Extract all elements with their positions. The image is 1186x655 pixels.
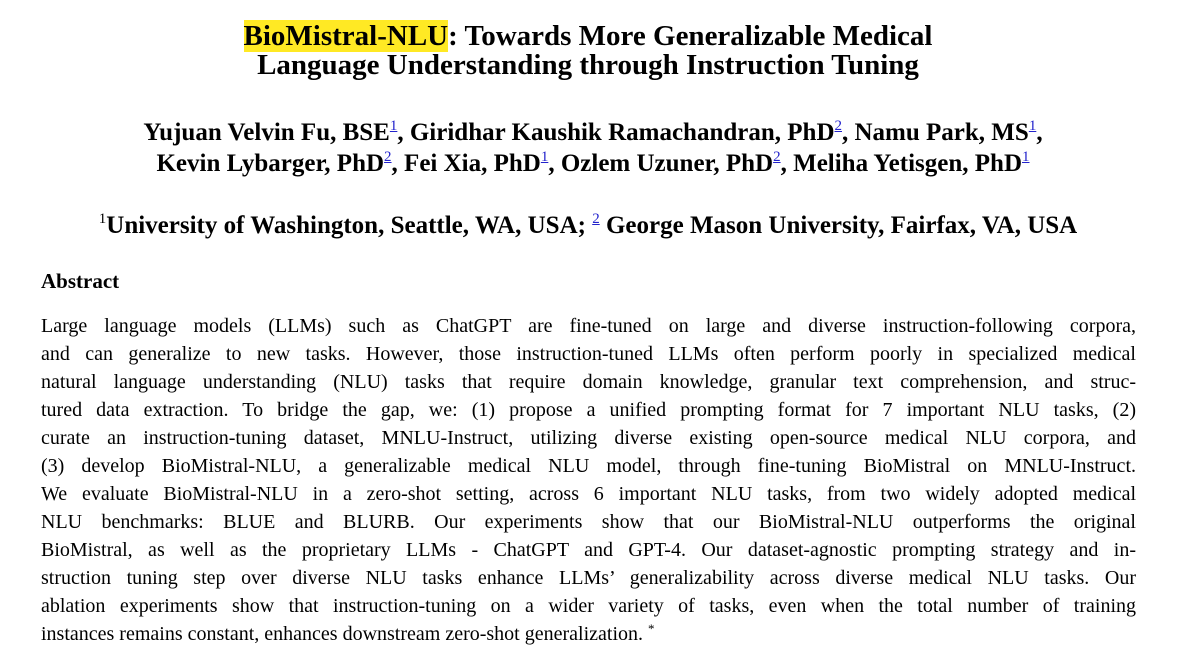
affiliations — [0, 210, 1176, 241]
author-separator: , — [391, 150, 405, 177]
abstract-line: (3) develop BioMistral-NLU, a generalizable medical NLU model, through fine-tuning BioMistral on MNLU-Instruct. — [41, 455, 1136, 477]
title-line1-rest: : Towards More Generalizable Medical — [448, 20, 933, 52]
author-name: Meliha Yetisgen, PhD — [793, 150, 1023, 177]
affiliation-gmu: George Mason University, Fairfax, VA, USA — [599, 212, 1078, 239]
affiliation-link[interactable]: 1 — [540, 149, 549, 165]
abstract-line: natural language understanding (NLU) tasks that require domain knowledge, granular text comprehension, and struc- — [41, 371, 1136, 393]
author-line-2 — [0, 148, 1186, 179]
author-separator: , — [1036, 119, 1043, 146]
abstract-line: NLU benchmarks: BLUE and BLURB. Our experiments show that our BioMistral-NLU outperforms the original — [41, 511, 1136, 533]
author-name: Kevin Lybarger, PhD — [156, 150, 385, 177]
footnote-mark[interactable]: * — [648, 621, 655, 636]
abstract-line: Large language models (LLMs) such as ChatGPT are fine-tuned on large and diverse instruction-following corpora, — [41, 315, 1136, 337]
affiliation-link[interactable]: 1 — [389, 118, 398, 134]
abstract-line: and can generalize to new tasks. However, those instruction-tuned LLMs often perform poorly in specialized medical — [41, 343, 1136, 365]
author-name: Ozlem Uzuner, PhD — [560, 150, 774, 177]
affiliation-uw: University of Washington, Seattle, WA, USA; — [106, 212, 593, 239]
affiliation-link[interactable]: 2 — [773, 149, 781, 165]
author-name: Namu Park, MS — [854, 119, 1029, 146]
title-highlighted-term: BioMistral-NLU — [243, 20, 449, 52]
abstract-line: struction tuning step over diverse NLU tasks enhance LLMs’ generalizability across diverse medical NLU tasks. Our — [41, 567, 1136, 589]
abstract-line: BioMistral, as well as the proprietary LLMs - ChatGPT and GPT-4. Our dataset-agnostic prompting strategy and in- — [41, 539, 1136, 561]
affiliation-link[interactable]: 1 — [1028, 118, 1037, 134]
abstract-heading: Abstract — [41, 269, 120, 293]
paper-title — [0, 22, 1176, 80]
abstract-line: ablation experiments show that instruction-tuning on a wider variety of tasks, even when the total number of training — [41, 595, 1136, 617]
author-name: Fei Xia, PhD — [404, 150, 541, 177]
author-separator: , — [842, 119, 855, 146]
abstract-body — [41, 312, 1136, 648]
author-list — [0, 117, 1186, 179]
affiliation-link[interactable]: 1 — [1022, 149, 1030, 165]
affiliation-link[interactable]: 2 — [834, 118, 842, 134]
abstract-line-last — [41, 620, 1136, 648]
author-name: Giridhar Kaushik Ramachandran, PhD — [409, 119, 835, 146]
author-name: Yujuan Velvin Fu, BSE — [143, 119, 390, 146]
author-line-1 — [0, 117, 1186, 148]
abstract-last-text: instances remains constant, enhances downstream zero-shot generalization. — [41, 623, 649, 645]
abstract-line: tured data extraction. To bridge the gap, we: (1) propose a unified prompting format for 7 important NLU tasks, (2) — [41, 399, 1136, 421]
author-separator: , — [397, 119, 410, 146]
author-separator: , — [780, 150, 794, 177]
abstract-line: We evaluate BioMistral-NLU in a zero-shot setting, across 6 important NLU tasks, from two widely adopted medical — [41, 483, 1136, 505]
affiliation-mark: 1 — [98, 211, 107, 227]
title-line2: Language Understanding through Instruction Tuning — [257, 49, 919, 81]
affiliation-link[interactable]: 2 — [592, 211, 600, 227]
author-separator: , — [548, 150, 561, 177]
affiliation-link[interactable]: 2 — [384, 149, 392, 165]
abstract-line: curate an instruction-tuning dataset, MNLU-Instruct, utilizing diverse existing open-source medical NLU corpora, and — [41, 427, 1136, 449]
